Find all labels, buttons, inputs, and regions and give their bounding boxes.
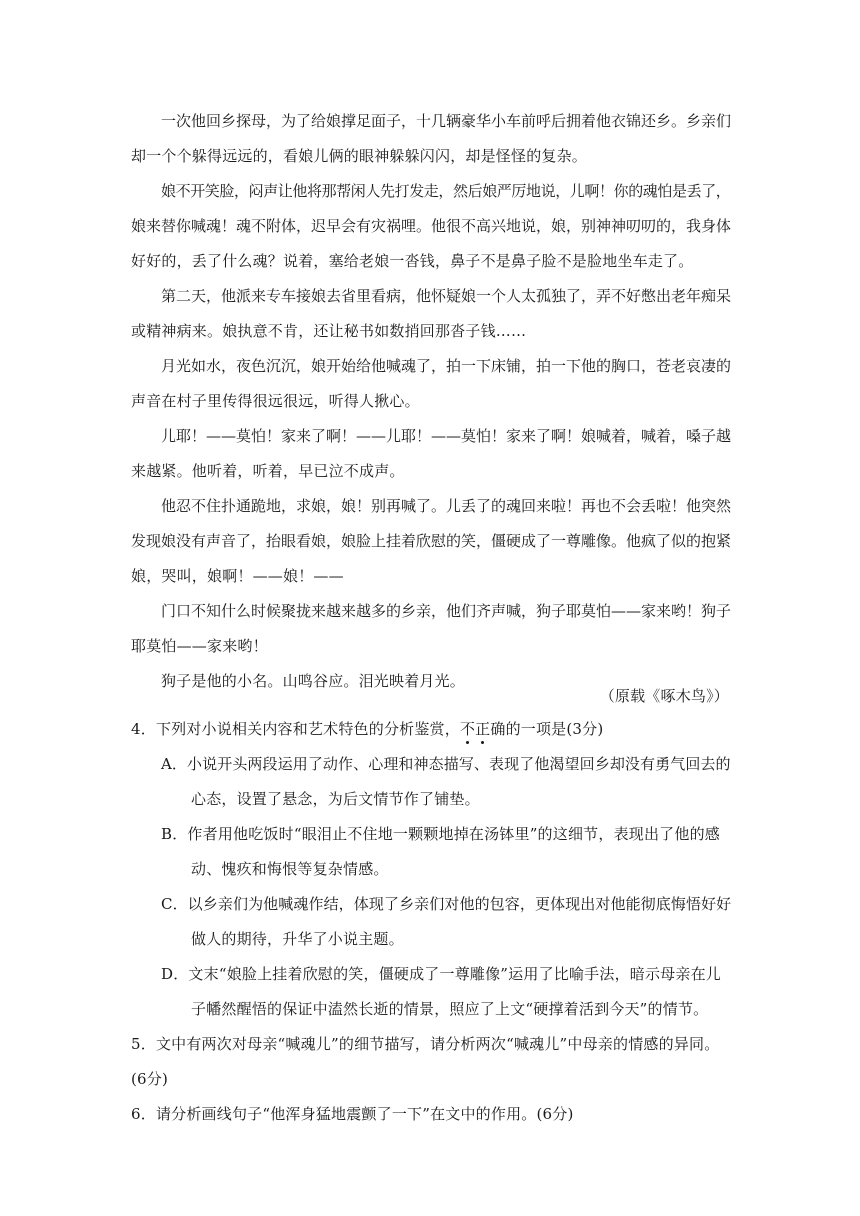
story-p4-line2: 声音在村子里传得很远很远，听得人揪心。 — [131, 392, 420, 410]
q4-stem-mid: 确 — [490, 720, 506, 738]
story-p6-line2: 发现娘没有声音了，抬眼看娘，娘脸上挂着欣慰的笑，僵硬成了一尊雕像。他疯了似的抱紧 — [131, 532, 732, 550]
story-p3-line1: 第二天，他派来专车接娘去省里看病，他怀疑娘一个人太孤独了，弄不好憋出老年痴呆 — [161, 287, 732, 305]
story-p4-line1: 月光如水，夜色沉沉，娘开始给他喊魂了，拍一下床铺，拍一下他的胸口，苍老哀凄的 — [161, 357, 732, 375]
q4-emphasis-2: 正 — [475, 720, 491, 738]
q4-option-a-line1: A．小说开头两段运用了动作、心理和神态描写、表现了他渴望回乡却没有勇气回去的 — [161, 755, 731, 773]
story-p6-line3: 娘，哭叫，娘啊！——娘！—— — [131, 567, 344, 585]
q4-option-d-line1: D．文末“娘脸上挂着欣慰的笑，僵硬成了一尊雕像”运用了比喻手法，暗示母亲在儿 — [161, 965, 721, 983]
question-6: 6．请分析画线句子“他浑身猛地震颤了一下”在文中的作用。(6分) — [131, 1105, 574, 1123]
q4-option-a-line2: 心态，设置了悬念，为后文情节作了铺垫。 — [191, 790, 480, 808]
question-5-line1: 5．文中有两次对母亲“喊魂儿”的细节描写，请分析两次“喊魂儿”中母亲的情感的异同。 — [131, 1035, 720, 1053]
question-5-line2: (6分) — [131, 1070, 169, 1088]
q4-emphasis-1: 不 — [459, 720, 476, 738]
story-p8-line1: 狗子是他的小名。山鸣谷应。泪光映着月光。 — [161, 672, 466, 690]
story-p7-line2: 耶莫怕——家来哟！ — [131, 637, 268, 655]
story-p6-line1: 他忍不住扑通跪地，求娘，娘！别再喊了。儿丢了的魂回来啦！再也不会丢啦！他突然 — [161, 497, 732, 515]
q4-stem-pre: 4．下列对小说相关内容和艺术特色的分析鉴赏， — [131, 720, 460, 738]
story-p3-line2: 或精神病来。娘执意不肯，还让秘书如数捎回那沓子钱…… — [131, 322, 527, 340]
q4-option-c-line2: 做人的期待，升华了小说主题。 — [191, 930, 404, 948]
story-p5-line2: 来越紧。他听着，听着，早已泣不成声。 — [131, 462, 405, 480]
story-p7-line1: 门口不知什么时候聚拢来越来越多的乡亲，他们齐声喊，狗子耶莫怕——家来哟！狗子 — [161, 602, 732, 620]
story-p1-line1: 一次他回乡探母，为了给娘撑足面子，十几辆豪华小车前呼后拥着他衣锦还乡。乡亲们 — [161, 112, 732, 130]
q4-option-b-line2: 动、愧疚和悔恨等复杂情感。 — [191, 860, 389, 878]
story-p1-line2: 却一个个躲得远远的，看娘儿俩的眼神躲躲闪闪，却是怪怪的复杂。 — [131, 147, 588, 165]
story-p2-line2: 娘来替你喊魂！魂不附体，迟早会有灾祸哩。他很不高兴地说，娘，别神神叨叨的，我身体 — [131, 217, 732, 235]
q4-option-b-line1: B．作者用他吃饭时“眼泪止不住地一颗颗地掉在汤钵里”的这细节，表现出了他的感 — [161, 825, 720, 843]
story-p2-line1: 娘不开笑脸，闷声让他将那帮闲人先打发走，然后娘严厉地说，儿啊！你的魂怕是丢了， — [161, 182, 731, 200]
story-p2-line3: 好好的，丢了什么魂？说着，塞给老娘一沓钱，鼻子不是鼻子脸不是脸地坐车走了。 — [131, 252, 694, 270]
question-4-stem — [131, 719, 603, 739]
story-p5-line1: 儿耶！——莫怕！家来了啊！——儿耶！——莫怕！家来了啊！娘喊着，喊着，嗓子越 — [161, 427, 732, 445]
q4-stem-post: 的一项是(3分) — [505, 720, 604, 738]
q4-option-d-line2: 子幡然醒悟的保证中溘然长逝的情景，照应了上文“硬撑着活到今天”的情节。 — [191, 1000, 709, 1018]
source-citation: （原载《啄木鸟》） — [599, 687, 729, 705]
q4-option-c-line1: C．以乡亲们为他喊魂作结，体现了乡亲们对他的包容，更体现出对他能彻底悔悟好好 — [161, 895, 732, 913]
